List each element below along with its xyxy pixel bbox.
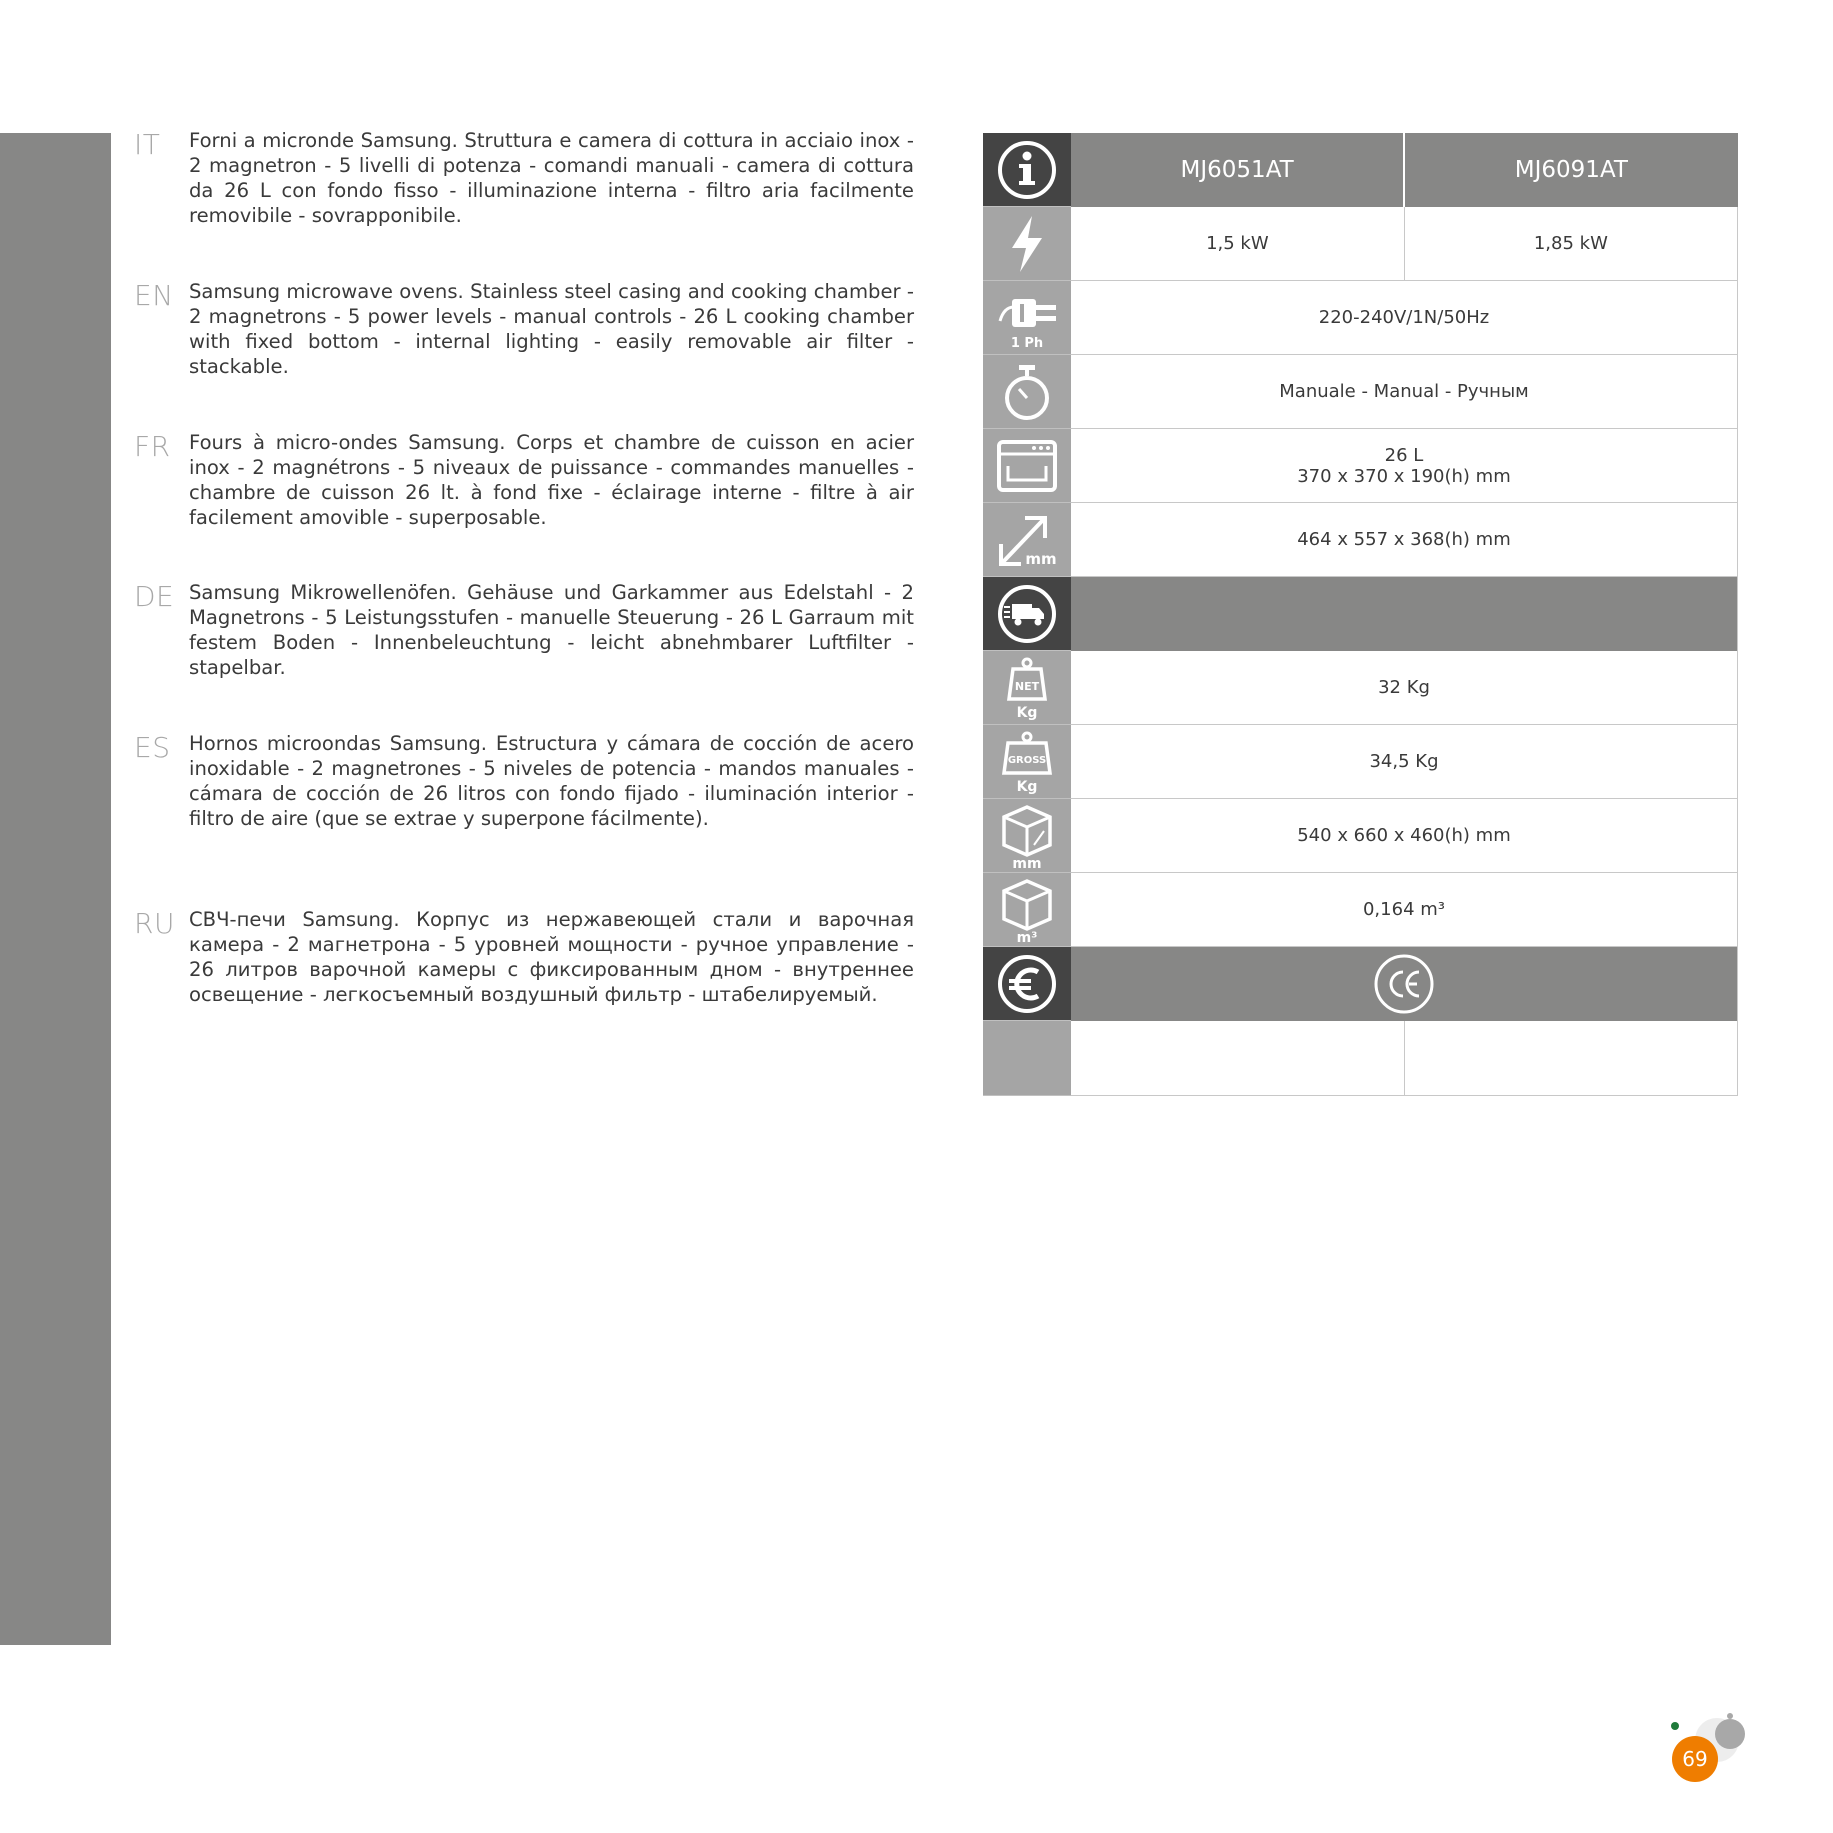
description-text: Fours à micro-ondes Samsung. Corps et chambre de cuisson en acier inox - 2 magnétrons - 5 niveaux de puissance - commandes manuelles - chambre de cuisson 26 lt. à fond fixe - éclairage interne - filtre à air facilement amovible - superposable. <box>189 431 914 529</box>
net-icon-unit: Kg <box>1016 704 1038 721</box>
spec-row-models <box>983 133 1738 207</box>
description-text: СВЧ-печи Samsung. Корпус из нержавеющей стали и варочная камера - 2 магнетрона - 5 уровней мощности - ручное управление - 26 литров варочной камеры с фиксированным дном - внутреннее освещение - легкосъемный воздушный фильтр - штабелируемый. <box>189 908 914 1006</box>
power-value: 1,5 kW <box>1071 207 1404 281</box>
model-name: MJ6091AT <box>1404 133 1737 207</box>
empty-cell <box>1071 1021 1404 1096</box>
language-code: DE <box>134 580 175 613</box>
description-text: Hornos microondas Samsung. Estructura y cámara de cocción de acero inoxidable - 2 magnetrones - 5 niveles de potencia - mandos manuales - cámara de cocción de 26 litros con fondo fijado - iluminación interior - filtro de aire (que se extrae y superpone fácilmente). <box>189 732 914 830</box>
power-supply-value: 220-240V/1N/50Hz <box>1071 281 1738 355</box>
spec-row-net-weight <box>983 651 1738 725</box>
oven-chamber-icon <box>983 429 1071 503</box>
language-code: FR <box>134 430 171 463</box>
net-icon-label: NET <box>1014 679 1040 693</box>
spec-table <box>983 133 1738 1096</box>
language-code: ES <box>134 731 171 764</box>
spec-row-package-dimensions <box>983 799 1738 873</box>
timer-icon <box>983 355 1071 429</box>
description-fr <box>134 430 914 530</box>
gross-weight-icon <box>983 725 1071 799</box>
page-number: 69 <box>1672 1736 1718 1782</box>
spec-row-delivery <box>983 577 1738 651</box>
spec-row-power-supply <box>983 281 1738 355</box>
spec-row-empty <box>983 1021 1738 1096</box>
description-de <box>134 580 914 680</box>
external-dimensions-value: 464 x 557 x 368(h) mm <box>1071 503 1738 577</box>
description-it <box>134 128 914 228</box>
description-text: Samsung Mikrowellenöfen. Gehäuse und Garkammer aus Edelstahl - 2 Magnetrons - 5 Leistungsstufen - manuelle Steuerung - 26 L Garraum mit festem Boden - Innenbeleuchtung - leicht abnehmbarer Luftfilter - stapelbar. <box>189 581 914 679</box>
left-grey-band <box>0 133 111 1645</box>
spec-row-package-volume <box>983 873 1738 947</box>
delivery-value <box>1071 577 1738 651</box>
euro-icon <box>983 947 1071 1021</box>
spec-row-price <box>983 947 1738 1021</box>
package-volume-value: 0,164 m³ <box>1071 873 1738 947</box>
language-code: RU <box>134 907 175 940</box>
plug-icon-label: 1 Ph <box>1010 335 1044 351</box>
plug-icon <box>983 281 1071 355</box>
gross-icon-label: GROSS <box>1007 754 1047 766</box>
description-text: Samsung microwave ovens. Stainless steel casing and cooking chamber - 2 magnetrons - 5 power levels - manual controls - 26 L cooking chamber with fixed bottom - internal lighting - easily removable air filter - stackable. <box>189 280 914 378</box>
gross-weight-value: 34,5 Kg <box>1071 725 1738 799</box>
volume-box-icon <box>983 873 1071 947</box>
language-code: IT <box>134 128 161 161</box>
controls-value: Manuale - Manual - Ручным <box>1071 355 1738 429</box>
chamber-dimensions: 370 x 370 x 190(h) mm <box>1297 465 1511 487</box>
spec-row-controls <box>983 355 1738 429</box>
spec-row-power <box>983 207 1738 281</box>
lightning-icon <box>983 207 1071 281</box>
chamber-volume: 26 L <box>1384 444 1424 466</box>
delivery-truck-icon <box>983 577 1071 651</box>
empty-cell <box>1404 1021 1737 1096</box>
package-dimensions-value: 540 x 660 x 460(h) mm <box>1071 799 1738 873</box>
gross-icon-unit: Kg <box>1016 778 1038 795</box>
spec-row-gross-weight <box>983 725 1738 799</box>
net-weight-value: 32 Kg <box>1071 651 1738 725</box>
dimensions-icon-label: mm <box>1025 549 1057 568</box>
empty-icon-cell <box>983 1021 1071 1096</box>
spec-row-chamber <box>983 429 1738 503</box>
power-value: 1,85 kW <box>1404 207 1737 281</box>
spec-row-external-dimensions <box>983 503 1738 577</box>
description-text: Forni a micronde Samsung. Struttura e camera di cottura in acciaio inox - 2 magnetron - 5 livelli di potenza - comandi manuali - camera di cottura da 26 L con fondo fisso - illuminazione interna - filtro aria facilmente removibile - sovrapponibile. <box>189 129 914 227</box>
package-box-icon <box>983 799 1071 873</box>
model-name: MJ6051AT <box>1071 133 1404 207</box>
package-icon-label: mm <box>1012 855 1042 871</box>
language-code: EN <box>134 279 174 312</box>
ce-mark-cell <box>1071 947 1738 1021</box>
ce-mark-icon <box>1373 953 1435 1015</box>
info-icon <box>983 133 1071 207</box>
description-en <box>134 279 914 379</box>
net-weight-icon <box>983 651 1071 725</box>
description-ru <box>134 907 914 1007</box>
volume-icon-label: m³ <box>1016 929 1038 945</box>
description-es <box>134 731 914 831</box>
chamber-value <box>1071 429 1738 503</box>
dimensions-arrow-icon <box>983 503 1071 577</box>
